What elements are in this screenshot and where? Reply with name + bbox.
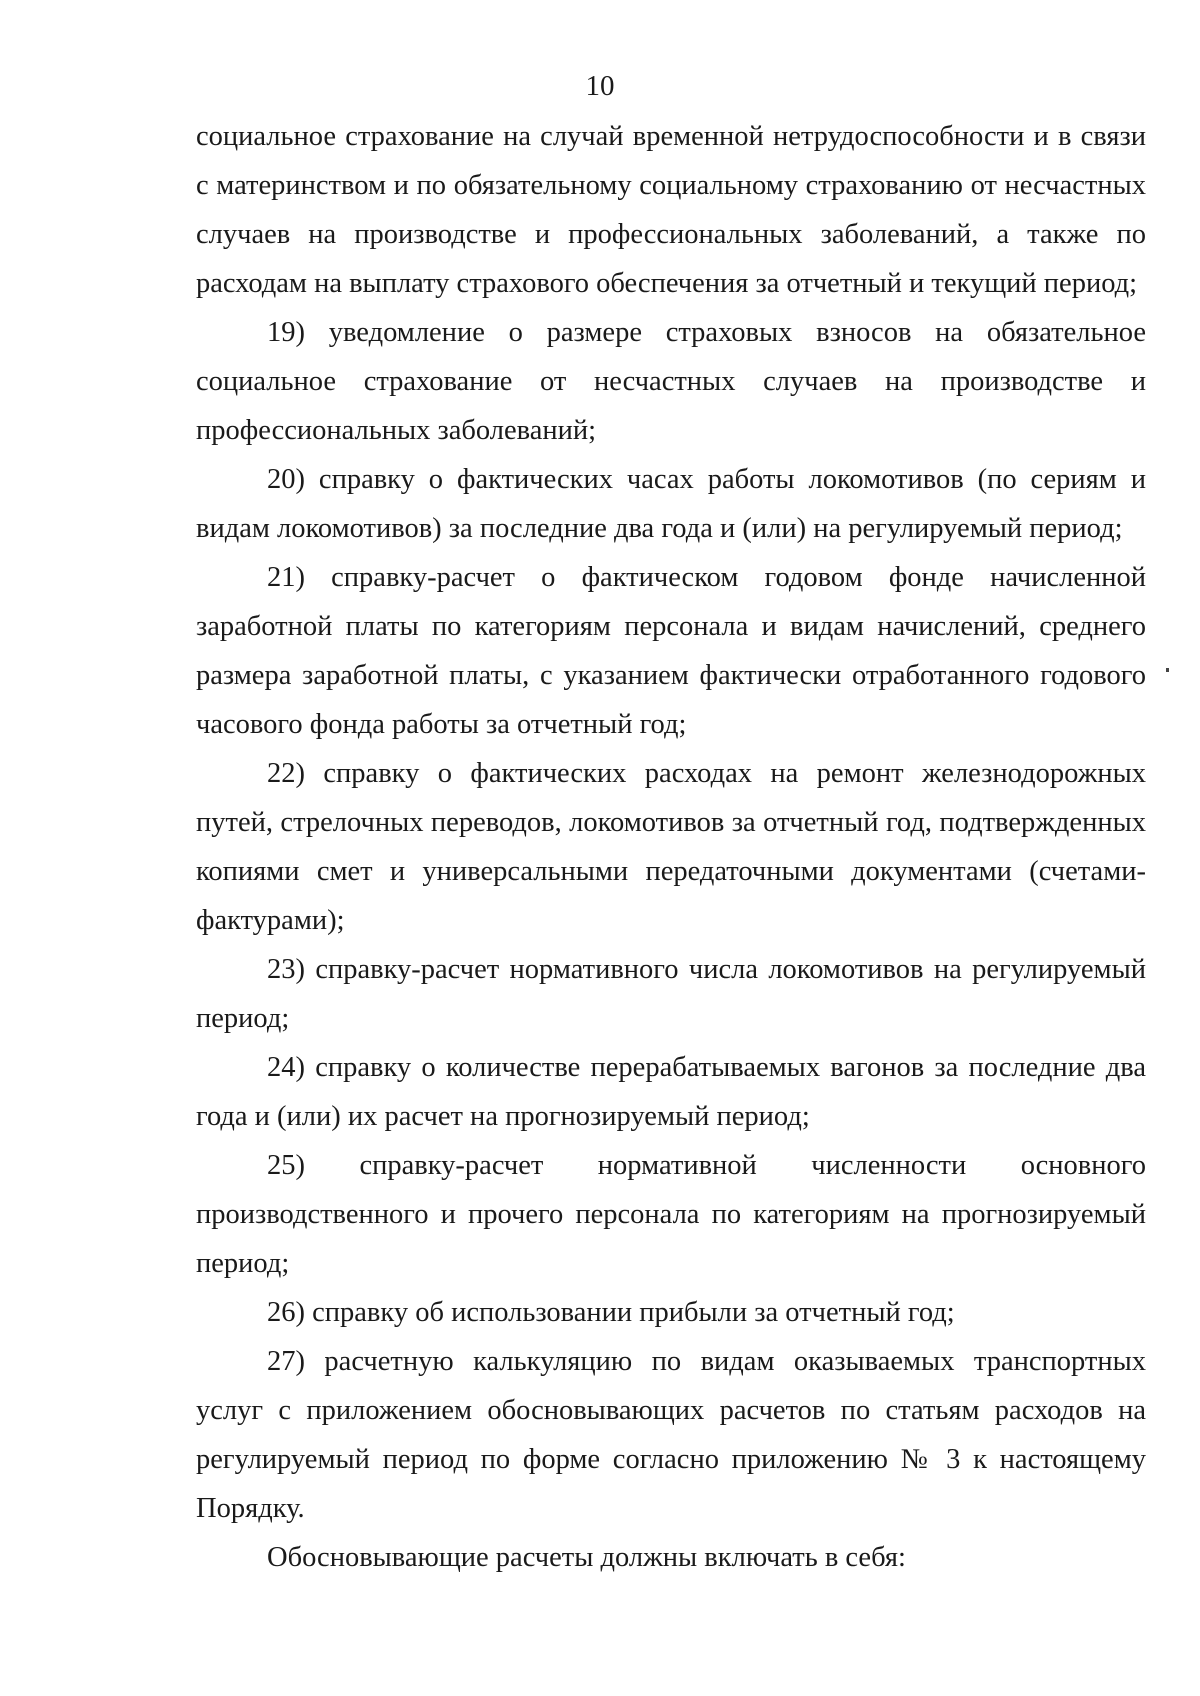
list-item-20: 20) справку о фактических часах работы локомотивов (по сериям и видам локомотивов) за последние два года и (или) на регулируемый период; <box>196 464 1146 544</box>
paragraph-continuation: социальное страхование на случай временной нетрудоспособности и в связи с материнством и по обязательному социальному страхованию от несчастных случаев на производстве и профессиональных заболеваний, а также по расходам на выплату страхового обеспечения за отчетный и текущий период; <box>196 121 1146 299</box>
list-item-25: 25) справку-расчет нормативной численности основного производственного и прочего персонала по категориям на прогнозируемый период; <box>196 1150 1146 1279</box>
list-item-23: 23) справку-расчет нормативного числа локомотивов на регулируемый период; <box>196 954 1146 1034</box>
paragraph-intro: Обосновывающие расчеты должны включать в себя: <box>267 1542 906 1573</box>
list-item-19: 19) уведомление о размере страховых взносов на обязательное социальное страхование от несчастных случаев на производстве и профессиональных заболеваний; <box>196 317 1146 446</box>
list-item-22: 22) справку о фактических расходах на ремонт железнодорожных путей, стрелочных переводов, локомотивов за отчетный год, подтвержденных копиями смет и универсальными передаточными документами (счетами-фактурами); <box>196 758 1146 936</box>
page-number: 10 <box>585 70 615 102</box>
list-item-21: 21) справку-расчет о фактическом годовом фонде начисленной заработной платы по категориям персонала и видам начислений, среднего размера заработной платы, с указанием фактически отработанного годового часового фонда работы за отчетный год; <box>196 562 1146 740</box>
document-body <box>196 112 1146 1582</box>
list-item-24: 24) справку о количестве перерабатываемых вагонов за последние два года и (или) их расчет на прогнозируемый период; <box>196 1052 1146 1132</box>
list-item-26: 26) справку об использовании прибыли за отчетный год; <box>267 1297 955 1328</box>
scan-speck <box>1166 668 1169 672</box>
list-item-27: 27) расчетную калькуляцию по видам оказываемых транспортных услуг с приложением обосновывающих расчетов по статьям расходов на регулируемый период по форме согласно приложению № 3 к настоящему Порядку. <box>196 1346 1146 1524</box>
